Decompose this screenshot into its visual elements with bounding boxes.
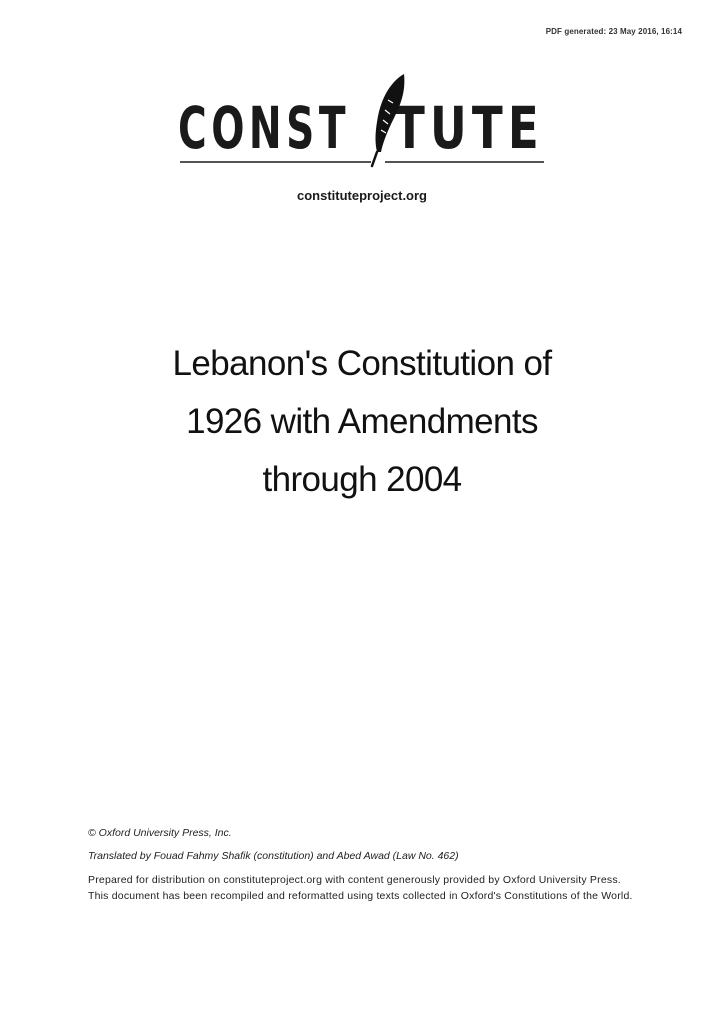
constitute-logo bbox=[176, 70, 548, 170]
distribution-suffix: with content generously provided by Oxford University Press. This document has been recompiled and reformatted using texts collected in Oxford's Constitutions of the World. bbox=[88, 874, 633, 902]
distribution-prefix: Prepared for distribution on bbox=[88, 874, 224, 886]
translation-credit: Translated by Fouad Fahmy Shafik (constitution) and Abed Awad (Law No. 462) bbox=[88, 850, 459, 862]
footer bbox=[88, 826, 640, 904]
copyright-notice: © Oxford University Press, Inc. bbox=[88, 827, 232, 839]
distribution-link: constituteproject.org bbox=[223, 874, 323, 886]
title-line-2: 1926 with Amendments bbox=[186, 402, 538, 441]
logo-text-right: TUTE bbox=[394, 94, 544, 162]
logo-text-left: CONST bbox=[178, 94, 350, 162]
title-line-1: Lebanon's Constitution of bbox=[172, 344, 552, 383]
site-url: constituteproject.org bbox=[296, 188, 427, 203]
distribution-notice bbox=[88, 872, 640, 904]
pdf-generated-timestamp: PDF generated: 23 May 2016, 16:14 bbox=[545, 27, 682, 36]
document-title bbox=[100, 335, 624, 509]
title-line-3: through 2004 bbox=[262, 460, 462, 499]
